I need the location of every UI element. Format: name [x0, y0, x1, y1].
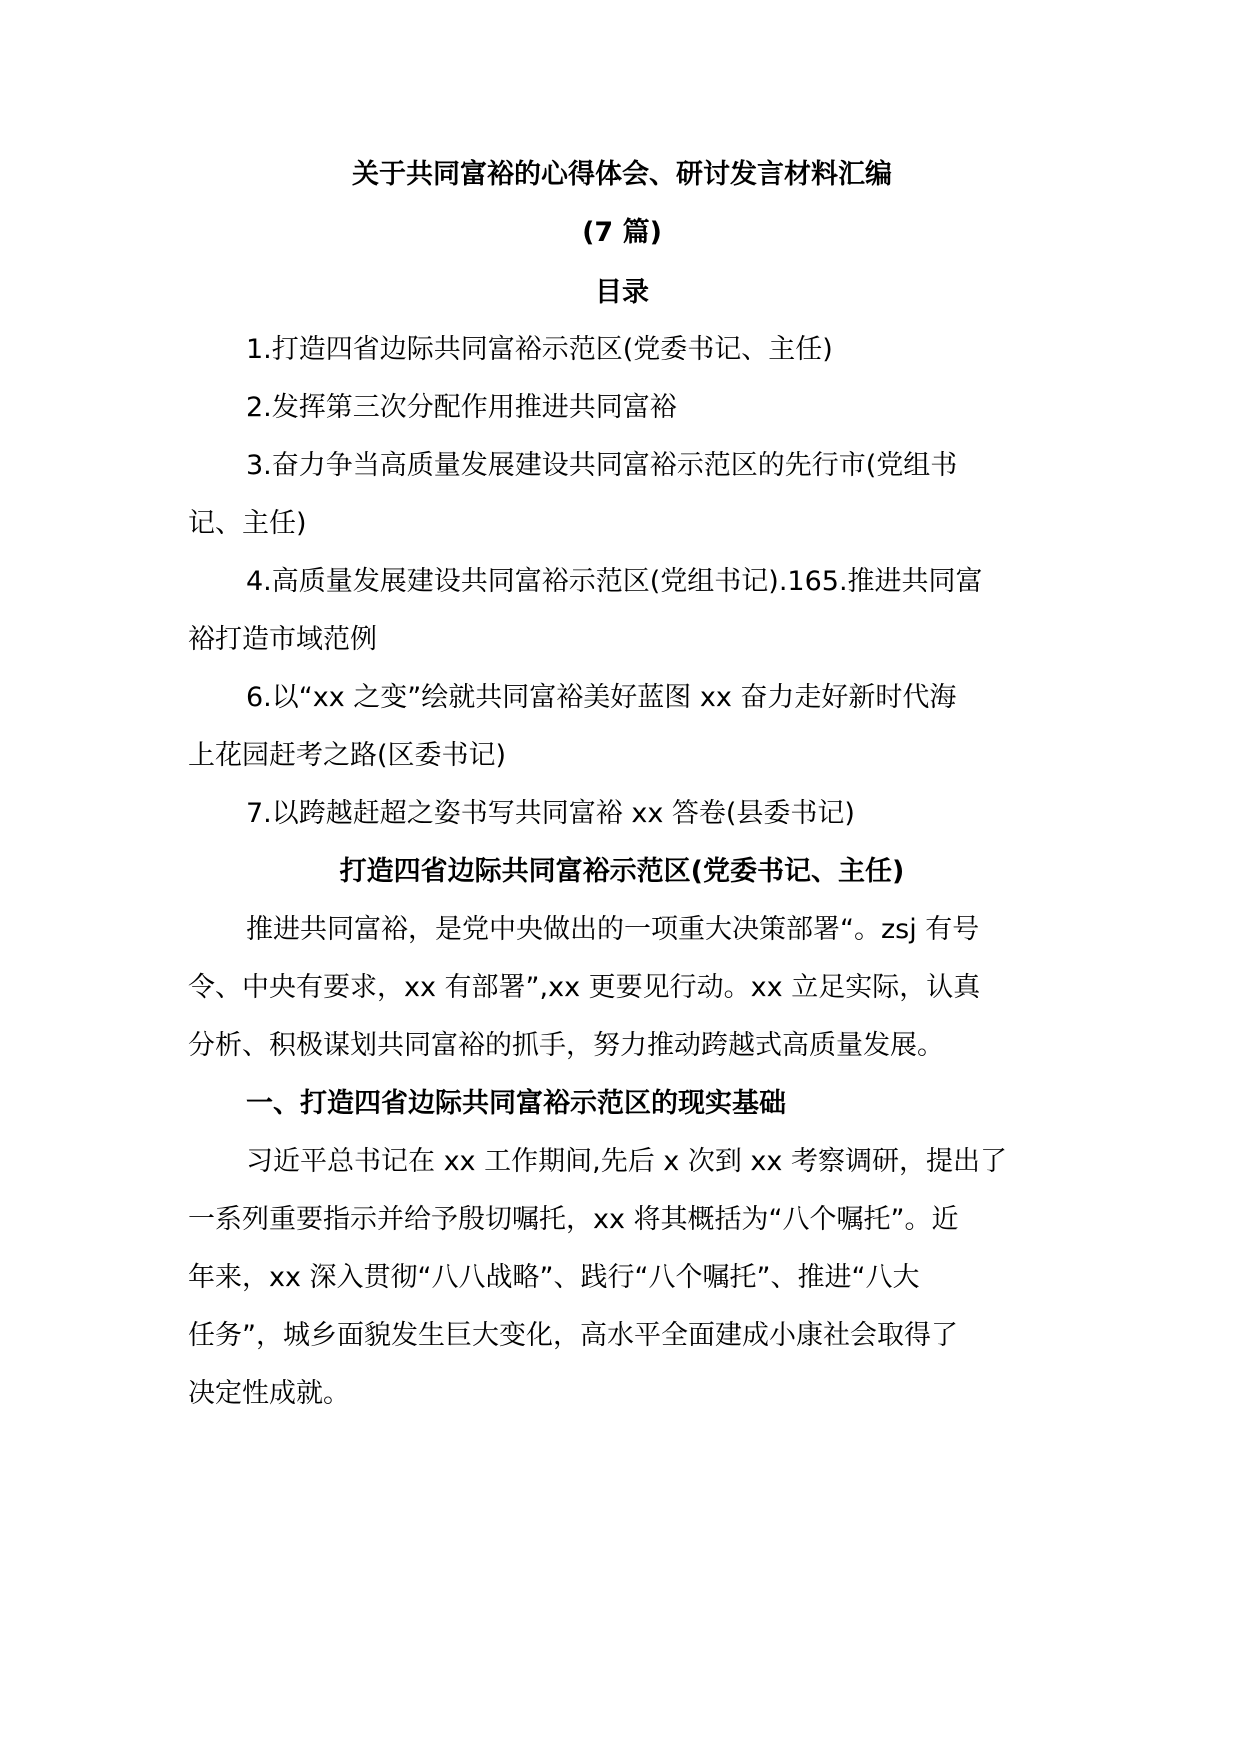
section-heading: 一、打造四省边际共同富裕示范区的现实基础: [246, 1088, 786, 1119]
paragraph-line: 令、中央有要求，xx 有部署”,xx 更要见行动。xx 立足实际，认真: [188, 972, 981, 1003]
toc-heading: 目录: [595, 277, 649, 308]
toc-line-continuation: 记、主任): [188, 508, 307, 539]
paragraph-line: 任务”，城乡面貌发生巨大变化，高水平全面建成小康社会取得了: [188, 1320, 958, 1351]
toc-line: 2.发挥第三次分配作用推进共同富裕: [246, 392, 677, 423]
document-title: 关于共同富裕的心得体会、研讨发言材料汇编: [352, 159, 892, 190]
toc-line: 1.打造四省边际共同富裕示范区(党委书记、主任): [246, 334, 833, 365]
paragraph-line: 习近平总书记在 xx 工作期间,先后 x 次到 xx 考察调研，提出了: [246, 1146, 1007, 1177]
paragraph-line: 决定性成就。: [188, 1378, 350, 1409]
toc-line-continuation: 上花园赶考之路(区委书记): [188, 740, 507, 771]
paragraph-line: 推进共同富裕，是党中央做出的一项重大决策部署“。zsj 有号: [246, 914, 980, 945]
toc-line: 4.高质量发展建设共同富裕示范区(党组书记).165.推进共同富: [246, 566, 983, 597]
toc-line: 6.以“xx 之变”绘就共同富裕美好蓝图 xx 奋力走好新时代海: [246, 682, 957, 713]
toc-line: 7.以跨越赶超之姿书写共同富裕 xx 答卷(县委书记): [246, 798, 855, 829]
toc-line-continuation: 裕打造市域范例: [188, 624, 377, 655]
paragraph-line: 年来，xx 深入贯彻“八八战略”、践行“八个嘱托”、推进“八大: [188, 1262, 920, 1293]
document-subtitle: (7 篇): [582, 217, 662, 248]
paragraph-line: 分析、积极谋划共同富裕的抓手，努力推动跨越式高质量发展。: [188, 1030, 944, 1061]
article-title: 打造四省边际共同富裕示范区(党委书记、主任): [339, 856, 905, 887]
toc-line: 3.奋力争当高质量发展建设共同富裕示范区的先行市(党组书: [246, 450, 958, 481]
paragraph-line: 一系列重要指示并给予殷切嘱托，xx 将其概括为“八个嘱托”。近: [188, 1204, 959, 1235]
